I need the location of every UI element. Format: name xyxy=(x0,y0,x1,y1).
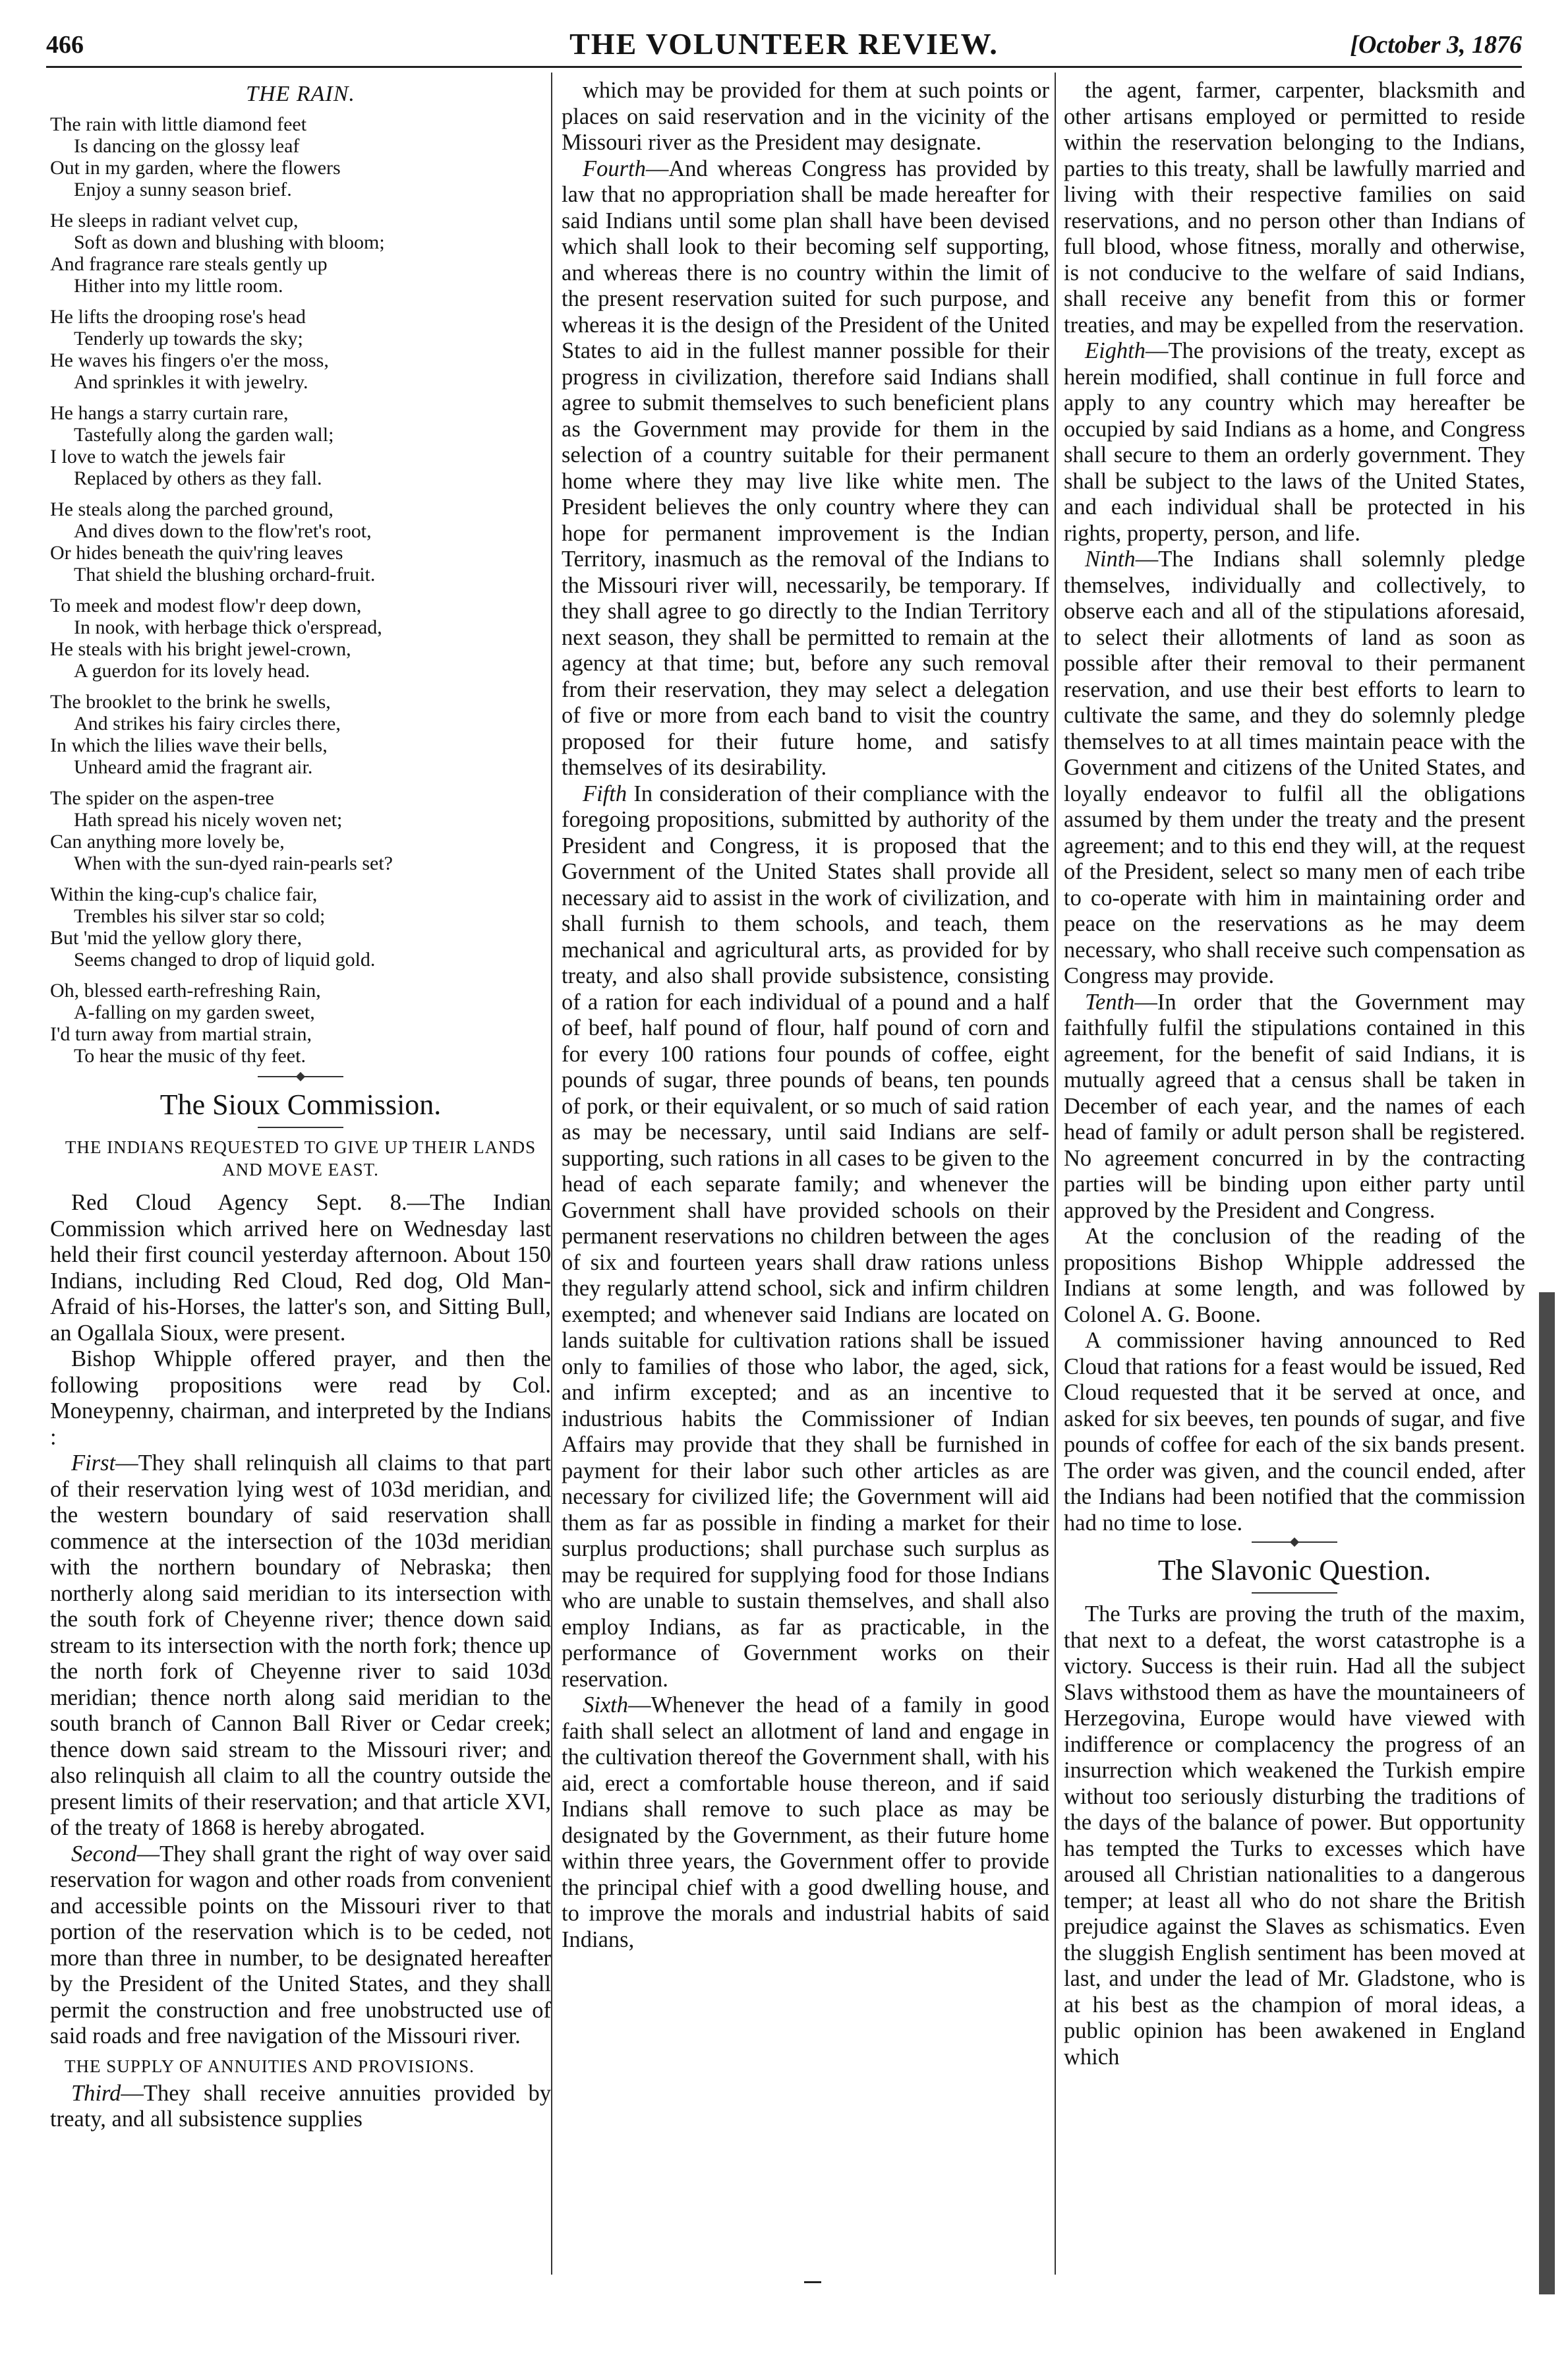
poem-stanza xyxy=(50,691,551,778)
poem-line: Tenderly up towards the sky; xyxy=(74,328,303,349)
poem-line: Can anything more lovely be, xyxy=(50,831,285,852)
poem-line: A-falling on my garden sweet, xyxy=(74,1001,315,1023)
scan-edge-shadow xyxy=(1539,1292,1555,2294)
sioux-commission-title: The Sioux Commission. xyxy=(160,1089,442,1121)
sioux-article-part-3 xyxy=(1064,78,1525,1536)
poem-stanza xyxy=(50,787,551,874)
poem-line: But 'mid the yellow glory there, xyxy=(50,927,303,949)
title-rule-2 xyxy=(1252,1592,1337,1594)
column-1 xyxy=(50,78,551,2267)
column-rule-2 xyxy=(1055,73,1056,2275)
poem-line: Replaced by others as they fall. xyxy=(74,467,322,489)
poem-line: And sprinkles it with jewelry. xyxy=(74,371,308,393)
column-3 xyxy=(1064,78,1525,2267)
poem-line: Or hides beneath the quiv'ring leaves xyxy=(50,542,343,564)
poem-line: He waves his fingers o'er the moss, xyxy=(50,349,329,371)
poem-line: I'd turn away from martial strain, xyxy=(50,1023,312,1045)
poem-stanza xyxy=(50,210,551,297)
page-number: 466 xyxy=(46,31,84,59)
slavonic-question-title: The Slavonic Question. xyxy=(1157,1554,1432,1586)
sioux-article-part-2 xyxy=(562,78,1049,1953)
article-paragraph: Ninth—The Indians shall solemnly pledge themselves, individually and collectively, to observe each and all of the stipulations aforesaid, to select their allotments of land as soon as possible after their removal to their permanent reservation, and use their best efforts to learn to cultivate the same, and they do solemnly pledge themselves to at all times maintain peace with the Government and citizens of the United States, and loyally endeavor to fulfil all the obligations assumed by them under the treaty and the present agreement; and to this end they will, at the request of the President, select so many men of each tribe to co-operate with him in maintaining order and peace on the reservations as he may deem necessary, who shall receive such compensation as Congress may provide. xyxy=(1064,547,1525,988)
poem-line: Unheard amid the fragrant air. xyxy=(74,756,313,778)
poem-stanza xyxy=(50,980,551,1067)
sioux-subhead: THE INDIANS REQUESTED TO GIVE UP THEIR LANDS AND MOVE EAST. xyxy=(65,1137,537,1180)
poem-stanza xyxy=(50,498,551,585)
article-paragraph: A commissioner having announced to Red Cloud that rations for a feast would be issued, Red Cloud requested that it be served at once, and asked for six beeves, ten pounds of sugar, and five pounds of coffee for each of the six bands present. The order was given, and the council ended, after the Indians had been notified that the commission had no time to lose. xyxy=(1064,1328,1525,1536)
poem-line: To meek and modest flow'r deep down, xyxy=(50,595,362,616)
section-divider-2 xyxy=(1252,1541,1337,1543)
article-paragraph: the agent, farmer, carpenter, blacksmith and other artisans employed or permitted to reside within the reservation belonging to the Indians, parties to this treaty, shall be lawfully married and living with their respective families on said reservations, and no person other than Indians of full blood, whose fitness, morally and otherwise, is not conducive to the welfare of said Indians, shall receive any benefit from this or former treaties, and may be expelled from the reservation. xyxy=(1064,78,1525,338)
poem-line: And fragrance rare steals gently up xyxy=(50,253,328,275)
poem-line: And strikes his fairy circles there, xyxy=(74,713,341,734)
poem-stanza xyxy=(50,402,551,489)
section-divider xyxy=(258,1076,343,1077)
article-paragraph: which may be provided for them at such points or places on said reservation and in the vicinity of the Missouri river as the President may designate. xyxy=(562,78,1049,155)
article-paragraph: Fifth In consideration of their compliance with the foregoing propositions, submitted by authority of the President and Congress, it is proposed that the Government of the United States shall provide all necessary aid to assist in the work of civilization, and shall furnish to them schools, and teach, them mechanical and agricultural arts, as provided for by treaty, and also shall provide subsistence, consisting of a ration for each individual of a pound and a half of beef, half pound of flour, half pound of corn and for every 100 rations four pounds of coffee, eight pounds of sugar, three pounds of beans, ten pounds of pork, or their equivalent, or so much of said ration as may be necessary, until said Indians are self-supporting, such rations in all cases to be given to the head of each separate family; and whenever the Government shall have provided schools on their permanent reservations no children between the ages of six and fourteen years shall draw rations unless they regularly attend school, sick and infirm children exempted; and whenever said Indians are located on lands suitable for cultivation rations shall be issued only to families of those who labor, the aged, sick, and infirm excepted; and as an incentive to industrious habits the Commissioner of Indian Affairs may provide that they shall be furnished in payment for their labor such other articles as are necessary for civilized life; the Government will aid them as far as possible in finding a market for their surplus productions; shall purchase such surplus as may be required for supplying food for those Indians who are unable to sustain themselves, and shall also employ Indians, as far as practicable, in the performance of Government works on their reservation. xyxy=(562,781,1049,1692)
poem-line: A guerdon for its lovely head. xyxy=(74,660,310,682)
article-paragraph: The Turks are proving the truth of the maxim, that next to a defeat, the worst catastrophe is a victory. Success is their ruin. Had all the subject Slavs withstood them as have the mountaineers of Herzegovina, Europe would have viewed with indifference or complacency the progress of an insurrection which weakened the Turkish empire without too seriously disturbing the traditions of the days of the balance of power. But opportunity has tempted the Turks to excesses which have aroused all Christian nationalities to a dangerous temper; at least all who do not share the British prejudice against the Slaves as schismatics. Even the sluggish English sentiment has been moved at last, and under the lead of Mr. Gladstone, who is at his best as the champion of moral ideas, a public opinion has been awakened in England which xyxy=(1064,1601,1525,2070)
poem-line: He sleeps in radiant velvet cup, xyxy=(50,210,299,231)
poem-title: THE RAIN. xyxy=(246,82,355,106)
poem-line: To hear the music of thy feet. xyxy=(74,1045,306,1067)
article-paragraph: Fourth—And whereas Congress has provided by law that no appropriation shall be made hereafter for said Indians until some plan shall have been devised which shall look to their becoming self supporting, and whereas there is no country within the limit of the present reservation suited for such purpose, and whereas it is the design of the President of the United States to aid in the fullest manner possible for their progress in civilization, therefore said Indians shall agree to submit themselves to such beneficient plans as the Government may provide for them in the selection of a country suitable for their permanent home where they may live like white men. The President believes the only country where they can hope for permanent improvement is the Indian Territory, inasmuch as the removal of the Indians to the Missouri river will, necessarily, be temporary. If they shall agree to go directly to the Indian Territory next season, they shall be permitted to remain at the agency at that time; but, before any such removal from their reservation, they may select a delegation of five or more from each band to visit the country proposed for their future home, and satisfy themselves of its desirability. xyxy=(562,156,1049,780)
article-paragraph: Red Cloud Agency Sept. 8.—The Indian Commission which arrived here on Wednesday last held their first council yesterday afternoon. About 150 Indians, including Red Cloud, Red dog, Old Man-Afraid of his-Horses, the latter's son, and Sitting Bull, an Ogallala Sioux, were present. xyxy=(50,1190,551,1346)
poem-line: Hath spread his nicely woven net; xyxy=(74,809,343,831)
sioux-article-part-1 xyxy=(50,1190,551,2050)
article-paragraph: Second—They shall grant the right of way over said reservation for wagon and other roads from convenient and accessible points on the Missouri river to that portion of the reservation which is to be ceded, not more than three in number, to be designated hereafter by the President of the United States, and they shall permit the construction and free unobstructed use of said roads and free navigation of the Missouri river. xyxy=(50,1841,551,2048)
poem-line: The spider on the aspen-tree xyxy=(50,787,274,809)
poem-line: He steals with his bright jewel-crown, xyxy=(50,638,351,660)
poem-line: Enjoy a sunny season brief. xyxy=(74,179,292,200)
poem-stanza xyxy=(50,306,551,393)
footer-dash xyxy=(804,2281,821,2283)
issue-date: [October 3, 1876 xyxy=(1350,31,1522,59)
poem-line: In which the lilies wave their bells, xyxy=(50,734,328,756)
poem-line: Tastefully along the garden wall; xyxy=(74,424,334,446)
poem-line: He lifts the drooping rose's head xyxy=(50,306,306,328)
poem-line: Seems changed to drop of liquid gold. xyxy=(74,949,376,970)
poem-stanza xyxy=(50,883,551,970)
column-2 xyxy=(562,78,1049,2267)
poem-line: And dives down to the flow'ret's root, xyxy=(74,520,372,542)
page-header xyxy=(46,18,1522,71)
article-paragraph: Bishop Whipple offered prayer, and then the following propositions were read by Col. Moneypenny, chairman, and interpreted by the Indians : xyxy=(50,1346,551,1450)
poem-stanza xyxy=(50,595,551,682)
article-paragraph: Tenth—In order that the Government may faithfully fulfil the stipulations contained in this agreement, for the benefit of said Indians, it is mutually agreed that a census shall be taken in December of each year, and the names of each head of family or adult person shall be registered. No agreement concurred in by the contracting parties will be binding upon either party until approved by the President and Congress. xyxy=(1064,989,1525,1223)
column-rule-1 xyxy=(551,73,552,2275)
poem-stanza xyxy=(50,113,551,200)
title-rule xyxy=(258,1127,343,1128)
poem-line: When with the sun-dyed rain-pearls set? xyxy=(74,852,393,874)
article-paragraph: At the conclusion of the reading of the propositions Bishop Whipple addressed the Indians at some length, and was followed by Colonel A. G. Boone. xyxy=(1064,1224,1525,1327)
poem-line: Out in my garden, where the flowers xyxy=(50,157,341,179)
poem-line: He hangs a starry curtain rare, xyxy=(50,402,289,424)
poem-line: Within the king-cup's chalice fair, xyxy=(50,883,318,905)
poem-line: Oh, blessed earth-refreshing Rain, xyxy=(50,980,321,1001)
article-paragraph-third: Third—They shall receive annuities provided by treaty, and all subsistence supplies xyxy=(50,2080,551,2132)
article-paragraph: Eighth—The provisions of the treaty, except as herein modified, shall continue in full force and apply to any country which may hereafter be occupied by said Indians as a home, and Congress shall secure to them an orderly government. They shall be subject to the laws of the United States, and each individual shall be protected in his rights, property, person, and life. xyxy=(1064,338,1525,546)
poem-line: The rain with little diamond feet xyxy=(50,113,307,135)
poem-line: That shield the blushing orchard-fruit. xyxy=(74,564,376,585)
supply-subhead: THE SUPPLY OF ANNUITIES AND PROVISIONS. xyxy=(65,2056,475,2076)
article-paragraph: First—They shall relinquish all claims to that part of their reservation lying west of 103d meridian, and the western boundary of said reservation shall commence at the intersection of the 103d meridian with the northern boundary of Nebraska; then northerly along said meridian to its intersection with the south fork of Cheyenne river; thence down said stream to its intersection with the north fork; thence up the north fork of Cheyenne river to said 103d meridian; thence north along said meridian to the south branch of Cannon Ball River or Cedar creek; thence down said stream to the Missouri river; and also relinquish all claim to all the country outside the present limits of their reservation; and that article XVI, of the treaty of 1868 is hereby abrogated. xyxy=(50,1450,551,1840)
article-paragraph: Sixth—Whenever the head of a family in good faith shall select an allotment of land and engage in the cultivation thereof the Government shall, with his aid, erect a comfortable house thereon, and if said Indians shall remove to such place as may be designated by the Government, as their future home within three years, the Government offer to provide the principal chief with a good dwelling house, and to improve the morals and industrial habits of said Indians, xyxy=(562,1692,1049,1952)
poem-line: In nook, with herbage thick o'erspread, xyxy=(74,616,382,638)
poem-body xyxy=(50,113,551,1067)
header-rule xyxy=(46,66,1522,68)
poem-line: Hither into my little room. xyxy=(74,275,283,297)
poem-line: Soft as down and blushing with bloom; xyxy=(74,231,385,253)
masthead-title: THE VOLUNTEER REVIEW. xyxy=(569,27,999,61)
poem-line: Is dancing on the glossy leaf xyxy=(74,135,300,157)
slavonic-article xyxy=(1064,1601,1525,2070)
poem-line: The brooklet to the brink he swells, xyxy=(50,691,331,713)
poem-line: Trembles his silver star so cold; xyxy=(74,905,326,927)
poem-line: He steals along the parched ground, xyxy=(50,498,334,520)
poem-line: I love to watch the jewels fair xyxy=(50,446,285,467)
